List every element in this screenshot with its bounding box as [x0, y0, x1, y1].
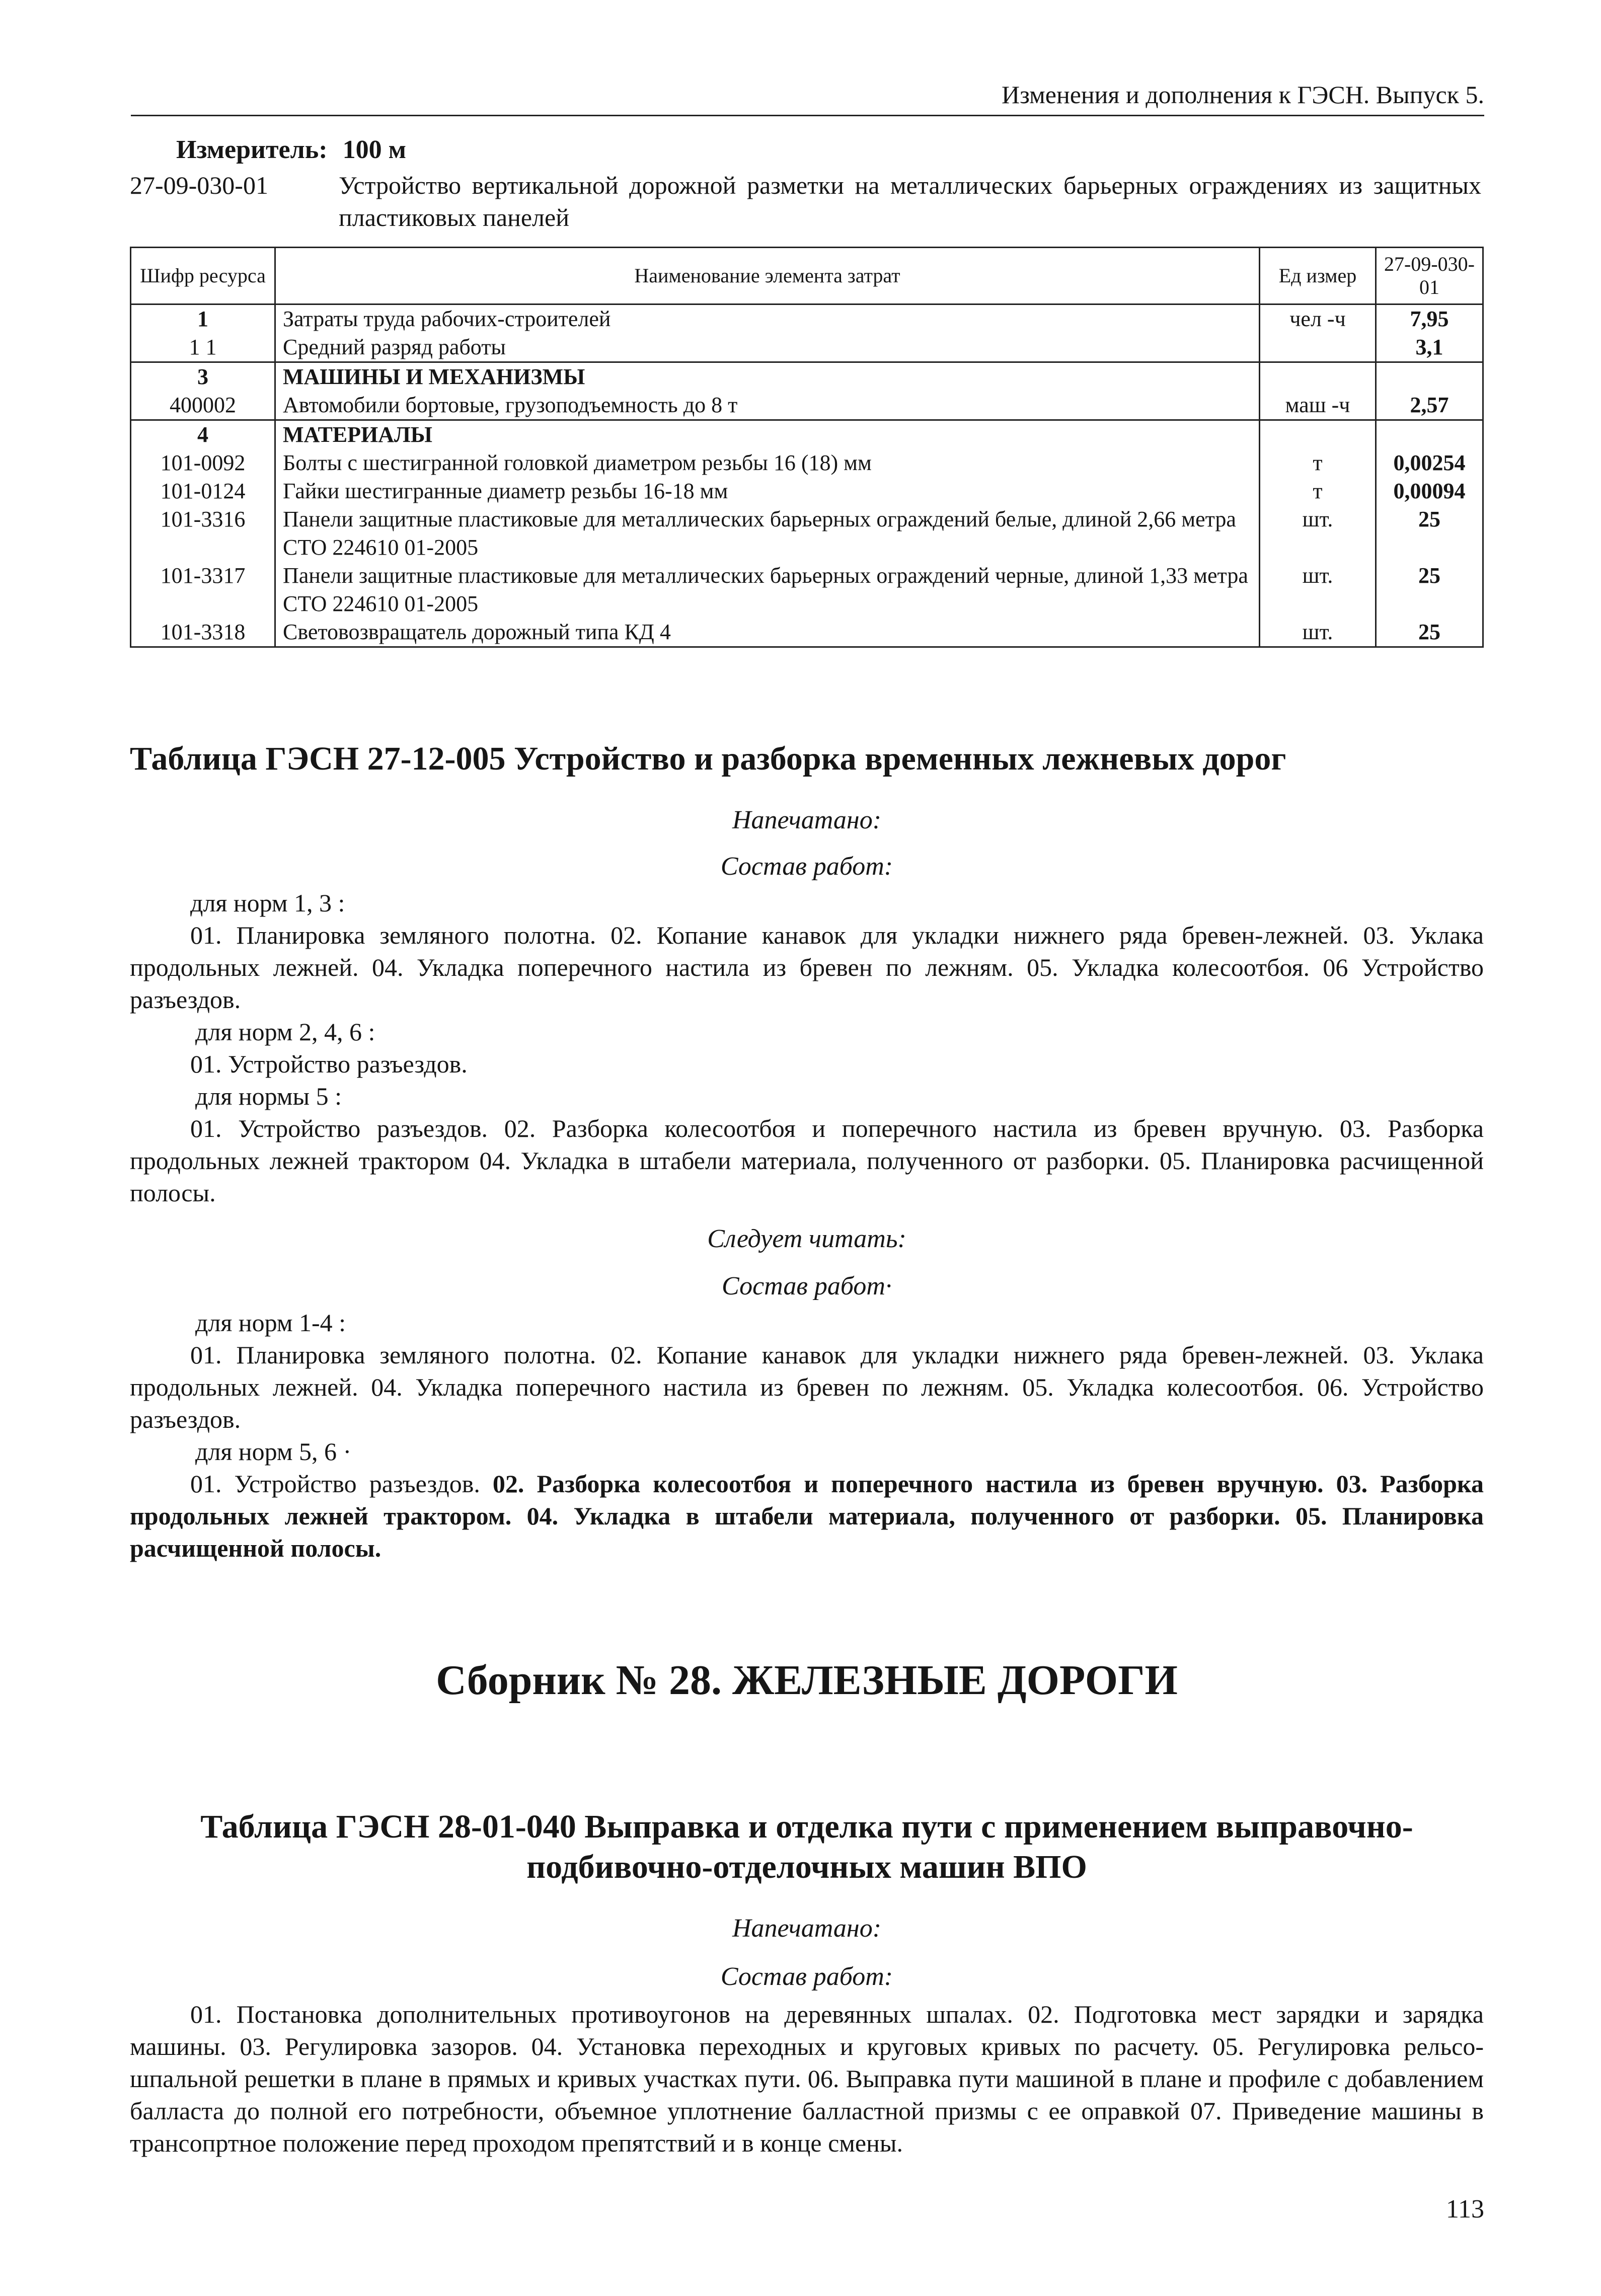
row-name: Панели защитные пластиковые для металлических барьерных ограждений белые, длиной 2,66 метра СТО 224610 01-2005 [275, 505, 1260, 562]
row-unit [1260, 362, 1376, 392]
row-name: Автомобили бортовые, грузоподъемность до 8 т [275, 391, 1260, 420]
table-row [131, 391, 1483, 420]
row-value: 2,57 [1376, 391, 1483, 420]
section-label-materials: МАТЕРИАЛЫ [275, 420, 1260, 449]
section-label-machines: МАШИНЫ И МЕХАНИЗМЫ [275, 362, 1260, 392]
table-row [131, 333, 1483, 362]
row-unit: т [1260, 477, 1376, 505]
row-code: 400002 [131, 391, 275, 420]
row-name: Средний разряд работы [275, 333, 1260, 362]
row-value: 25 [1376, 562, 1483, 618]
work-list-bold: 02. Разборка колесоотбоя и поперечного настила из бревен вручную. 03. Разборка продольных лежней трактором. 04. Укладка в штабели материала, полученного от разборки. 05. Планировка расчищенной полосы. [130, 1470, 1484, 1562]
work-list-lead: 01. Устройство разъездов. [190, 1470, 493, 1498]
printed-label: Напечатано: [732, 806, 882, 834]
row-code: 1 [131, 304, 275, 334]
row-code: 101-0092 [131, 449, 275, 477]
work-list: 01. Планировка земляного полотна. 02. Копание канавок для укладки нижнего ряда бревен-лежней. 03. Уклака продольных лежней. 04. Укладка поперечного настила из бревен по лежням. 05. Укладка колесоотбоя. 06 Устройство разъездов. [130, 921, 1484, 1014]
collection-title: Сборник № 28. ЖЕЛЕЗНЫЕ ДОРОГИ [436, 1657, 1178, 1704]
row-value: 0,00254 [1376, 449, 1483, 477]
row-value: 3,1 [1376, 333, 1483, 362]
row-value [1376, 420, 1483, 449]
row-value: 0,00094 [1376, 477, 1483, 505]
norms-1-3-text [130, 887, 1484, 1209]
section-title-27-12-005: Таблица ГЭСН 27-12-005 Устройство и разборка временных лежневых дорог [130, 740, 1286, 777]
table-row [131, 618, 1483, 647]
meter-line [176, 135, 406, 165]
table-row [131, 420, 1483, 449]
table-row [131, 477, 1483, 505]
header-norm: 27-09-030-01 [1376, 248, 1483, 304]
work-list [130, 1468, 1484, 1564]
row-code: 101-3316 [131, 505, 275, 562]
row-code: 101-3317 [131, 562, 275, 618]
should-read-label: Следует читать: [707, 1224, 906, 1253]
row-value: 7,95 [1376, 304, 1483, 334]
norms-label: для норм 2, 4, 6 : [195, 1018, 375, 1046]
row-unit: чел -ч [1260, 304, 1376, 334]
row-unit [1260, 420, 1376, 449]
table-row [131, 304, 1483, 334]
row-value [1376, 362, 1483, 392]
resource-table [130, 247, 1484, 648]
row-code: 3 [131, 362, 275, 392]
header-code: Шифр ресурса [131, 248, 275, 304]
printed-label: Напечатано: [732, 1914, 882, 1943]
row-name: Панели защитные пластиковые для металлических барьерных ограждений черные, длиной 1,33 метра СТО 224610 01-2005 [275, 562, 1260, 618]
composition-label: Состав работ: [720, 852, 893, 881]
norms-label: для норм 1, 3 : [190, 889, 345, 917]
section-title-28-01-040 [130, 1807, 1484, 1887]
running-header: Изменения и дополнения к ГЭСН. Выпуск 5. [131, 80, 1484, 116]
norms-label: для норм 5, 6 · [195, 1437, 352, 1466]
row-unit: шт. [1260, 562, 1376, 618]
table-row [131, 449, 1483, 477]
row-name: Болты с шестигранной головкой диаметром резьбы 16 (18) мм [275, 449, 1260, 477]
title-line: Таблица ГЭСН 28-01-040 Выправка и отделка пути с применением выправочно- [200, 1808, 1413, 1845]
work-list: 01. Планировка земляного полотна. 02. Копание канавок для укладки нижнего ряда бревен-лежней. 03. Уклака продольных лежней. 04. Укладка поперечного настила из бревен по лежням. 05. Укладка колесоотбоя. 06. Устройство разъездов. [130, 1341, 1484, 1433]
table-row [131, 505, 1483, 562]
work-list: 01. Устройство разъездов. [190, 1050, 468, 1078]
row-unit [1260, 333, 1376, 362]
table-row [131, 362, 1483, 392]
row-code: 1 1 [131, 333, 275, 362]
work-list: 01. Устройство разъездов. 02. Разборка колесоотбоя и поперечного настила из бревен вручную. 03. Разборка продольных лежней трактором 04. Укладка в штабели материала, полученного от разборки. 05. Планировка расчищенной полосы. [130, 1114, 1484, 1207]
meter-label: Измеритель: [176, 135, 328, 164]
work-list: 01. Постановка дополнительных противоугонов на деревянных шпалах. 02. Подготовка мест зарядки и зарядка машины. 03. Регулировка зазоров. 04. Установка переходных и круговых кривых по расчету. 05. Регулировка рельсо-шпальной решетки в плане в прямых и кривых участках пути. 06. Выправка пути машиной в плане и профиле с добавлением балласта до полной его потребности, объемное уплотнение балластной призмы с ее оправкой 07. Приведение машины в трансопртное положение перед проходом препятствий и в конце смены. [130, 2000, 1484, 2157]
composition-label: Состав работ· [722, 1272, 892, 1300]
row-code: 101-0124 [131, 477, 275, 505]
row-unit: т [1260, 449, 1376, 477]
header-name: Наименование элемента затрат [275, 248, 1260, 304]
norms-label: для норм 1-4 : [195, 1309, 346, 1337]
header-unit: Ед измер [1260, 248, 1376, 304]
row-unit: маш -ч [1260, 391, 1376, 420]
row-value: 25 [1376, 618, 1483, 647]
table-header-row [131, 248, 1483, 304]
norm-description: Устройство вертикальной дорожной разметки на металлических барьерных ограждениях из защитных пластиковых панелей [339, 171, 1481, 232]
page-number: 113 [1445, 2195, 1484, 2224]
composition-label: Состав работ: [720, 1962, 893, 1991]
row-code: 101-3318 [131, 618, 275, 647]
table-row [131, 562, 1483, 618]
row-code: 4 [131, 420, 275, 449]
row-unit: шт. [1260, 505, 1376, 562]
meter-value: 100 м [342, 135, 407, 164]
row-name: Затраты труда рабочих-строителей [275, 304, 1260, 334]
norm-code: 27-09-030-01 [130, 171, 268, 199]
norms-label: для нормы 5 : [195, 1082, 342, 1110]
title-line: подбивочно-отделочных машин ВПО [526, 1849, 1087, 1885]
row-name: Гайки шестигранные диаметр резьбы 16-18 мм [275, 477, 1260, 505]
row-name: Световозвращатель дорожный типа КД 4 [275, 618, 1260, 647]
row-unit: шт. [1260, 618, 1376, 647]
norms-corrected-text [130, 1307, 1484, 1564]
row-value: 25 [1376, 505, 1483, 562]
